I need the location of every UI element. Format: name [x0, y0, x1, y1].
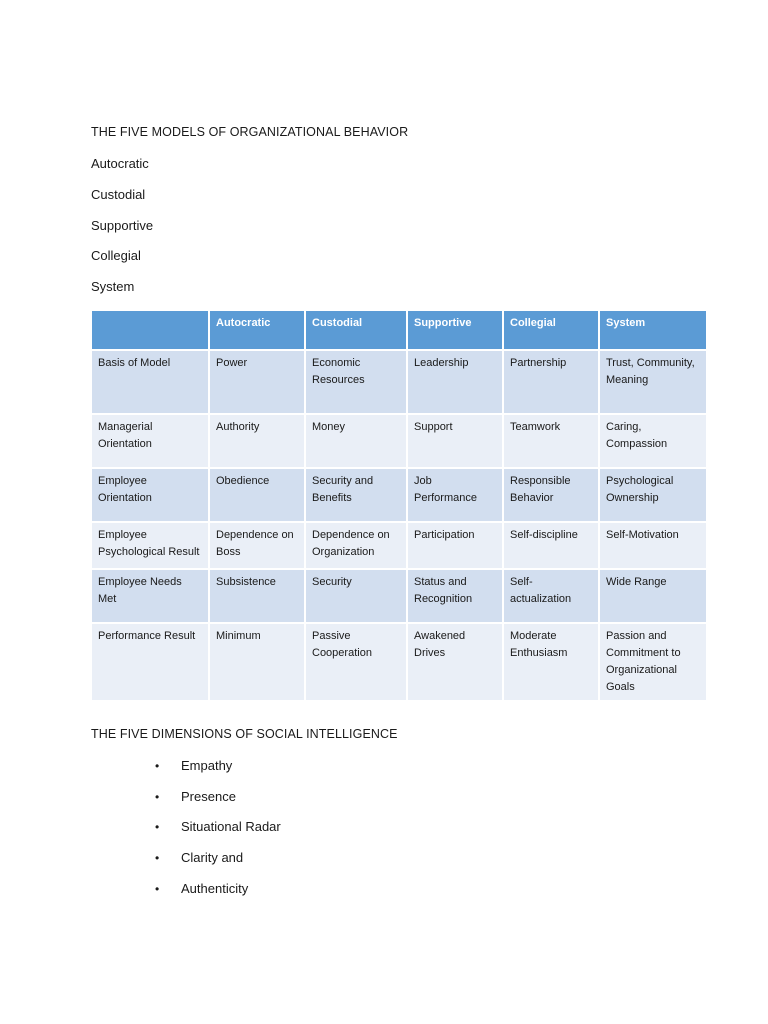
dimensions-list	[155, 757, 281, 910]
table-cell: Basis of Model	[91, 350, 209, 414]
table-cell: Minimum	[209, 623, 305, 701]
table-header-cell: Collegial	[503, 310, 599, 350]
list-item-label: Situational Radar	[181, 819, 281, 835]
table-cell: Employee Orientation	[91, 468, 209, 522]
table-header-cell: Autocratic	[209, 310, 305, 350]
table-row	[91, 350, 707, 414]
table-cell: Money	[305, 414, 407, 468]
table-cell: Power	[209, 350, 305, 414]
table-row	[91, 414, 707, 468]
bullet-icon: •	[155, 759, 160, 773]
table-cell: Teamwork	[503, 414, 599, 468]
list-item-label: Presence	[181, 788, 236, 804]
table-cell: Caring, Compassion	[599, 414, 707, 468]
dimensions-heading: THE FIVE DIMENSIONS OF SOCIAL INTELLIGENCE	[91, 727, 398, 741]
table-cell: Awakened Drives	[407, 623, 503, 701]
bullet-icon: •	[155, 789, 160, 804]
table-row	[91, 569, 707, 623]
table-cell: Participation	[407, 522, 503, 569]
bullet-icon: •	[155, 820, 160, 835]
table-cell: Authority	[209, 414, 305, 468]
model-list-item: System	[91, 279, 135, 294]
model-list-item: Supportive	[91, 218, 154, 233]
table-cell: Psychological Ownership	[599, 468, 707, 522]
table-header-cell: Supportive	[407, 310, 503, 350]
table-header-cell: Custodial	[305, 310, 407, 350]
list-item-label: Clarity and	[181, 850, 244, 866]
table-cell: Self-Motivation	[599, 522, 707, 569]
list-item-label: Authenticity	[181, 880, 249, 896]
list-item	[155, 788, 281, 819]
table-header-cell: System	[599, 310, 707, 350]
models-heading: THE FIVE MODELS OF ORGANIZATIONAL BEHAVIOR	[91, 125, 409, 139]
table-cell: Support	[407, 414, 503, 468]
table-cell: Obedience	[209, 468, 305, 522]
table-cell: Subsistence	[209, 569, 305, 623]
table-cell: Status and Recognition	[407, 569, 503, 623]
table-cell: Moderate Enthusiasm	[503, 623, 599, 701]
table-cell: Dependence on Organization	[305, 522, 407, 569]
model-list-item: Autocratic	[91, 156, 149, 171]
list-item	[155, 818, 281, 849]
table-header-cell	[91, 310, 209, 350]
list-item	[155, 880, 281, 911]
table-cell: Partnership	[503, 350, 599, 414]
table-cell: Responsible Behavior	[503, 468, 599, 522]
table-cell: Managerial Orientation	[91, 414, 209, 468]
table-cell: Employee Psychological Result	[91, 522, 209, 569]
bullet-icon: •	[155, 851, 160, 866]
model-list-item: Custodial	[91, 187, 146, 202]
list-item	[155, 849, 281, 880]
table-cell: Wide Range	[599, 569, 707, 623]
table-cell: Security and Benefits	[305, 468, 407, 522]
table-cell: Passion and Commitment to Organizational Goals	[599, 623, 707, 701]
table-cell: Self-discipline	[503, 522, 599, 569]
table-row	[91, 522, 707, 569]
table-row	[91, 623, 707, 701]
table-row	[91, 468, 707, 522]
bullet-icon: •	[155, 881, 160, 896]
list-item-label: Empathy	[181, 758, 233, 773]
table-cell: Security	[305, 569, 407, 623]
table-cell: Performance Result	[91, 623, 209, 701]
model-list-item: Collegial	[91, 248, 141, 263]
table-cell: Job Performance	[407, 468, 503, 522]
list-item	[155, 757, 281, 788]
models-table	[90, 309, 708, 702]
table-cell: Employee Needs Met	[91, 569, 209, 623]
table-cell: Self-actualization	[503, 569, 599, 623]
table-cell: Passive Cooperation	[305, 623, 407, 701]
table-cell: Leadership	[407, 350, 503, 414]
table-cell: Economic Resources	[305, 350, 407, 414]
table-cell: Trust, Community, Meaning	[599, 350, 707, 414]
table-header-row	[91, 310, 707, 350]
table-cell: Dependence on Boss	[209, 522, 305, 569]
